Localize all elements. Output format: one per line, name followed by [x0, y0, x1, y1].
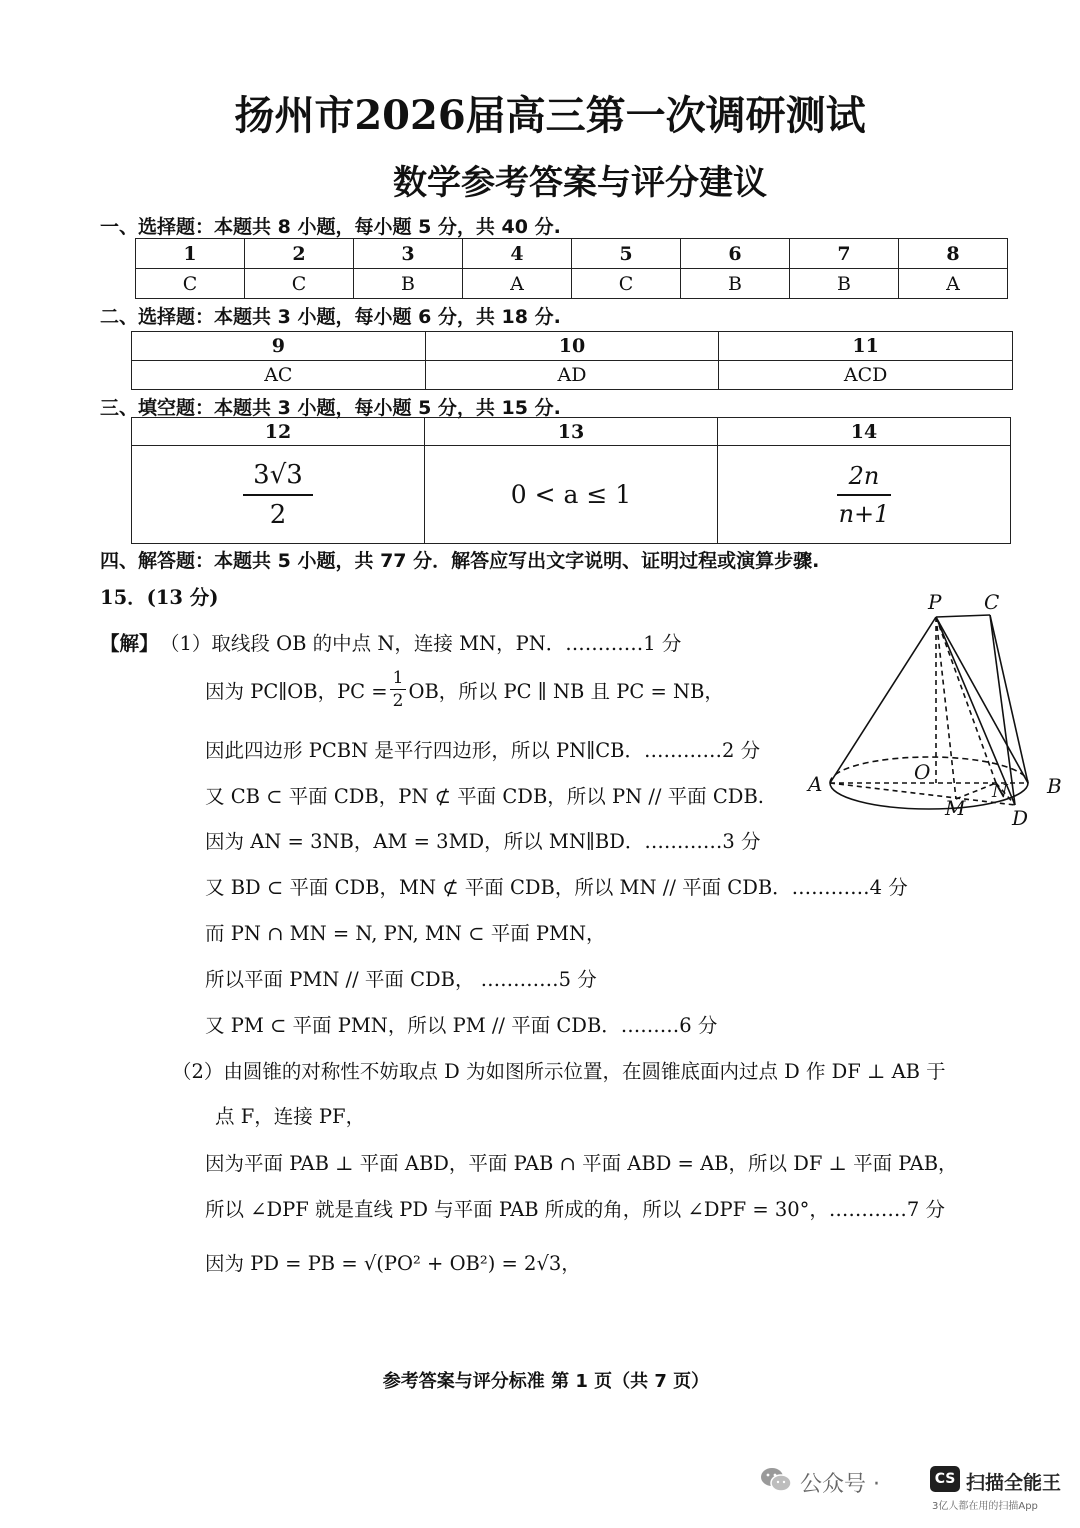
line-prefix: 因为 PC∥OB，PC =: [205, 679, 388, 703]
table-cell: C: [136, 269, 245, 299]
table-cell: 4: [463, 239, 572, 269]
table-cell: B: [354, 269, 463, 299]
solution-line-fraction: [205, 668, 724, 711]
table-cell: AD: [425, 361, 719, 390]
generator-PB: [936, 617, 1028, 783]
table-cell: 11: [719, 332, 1013, 361]
wechat-icon: [760, 1466, 792, 1494]
segment-PC: [936, 615, 990, 617]
answer-14-fraction: [837, 462, 892, 528]
figure-label: D: [1012, 806, 1029, 830]
table-cell: [425, 446, 718, 544]
figure-label: C: [984, 590, 1000, 614]
solution-line: 所以平面 PMN // 平面 CDB， …………5 分: [205, 968, 597, 991]
solution-line: 又 CB ⊂ 平面 CDB，PN ⊄ 平面 CDB，所以 PN // 平面 CDB.: [205, 785, 764, 808]
table-cell: A: [899, 269, 1008, 299]
section2-heading: 二、选择题：本题共 3 小题，每小题 6 分，共 18 分.: [100, 306, 561, 328]
fraction-denominator: n+1: [838, 499, 890, 528]
section3-heading: 三、填空题：本题共 3 小题，每小题 5 分，共 15 分.: [100, 397, 561, 419]
solution-line: 因为 PD = PB = √(PO² + OB²) = 2√3，: [205, 1252, 581, 1275]
page-title: 扬州市2026届高三第一次调研测试: [234, 92, 866, 139]
solution-line: 又 BD ⊂ 平面 CDB，MN ⊄ 平面 CDB，所以 MN // 平面 CDB．…………4 分: [205, 876, 908, 899]
table-cell: B: [681, 269, 790, 299]
fraction-denominator: 2: [392, 691, 404, 711]
table-cell: 12: [132, 418, 425, 446]
table-cell: B: [790, 269, 899, 299]
answer-12-fraction: [243, 460, 313, 530]
section3-table: [131, 417, 1011, 544]
figure-label: A: [808, 772, 823, 796]
fraction-numerator: 2n: [837, 462, 892, 496]
table-cell: 10: [425, 332, 719, 361]
fraction-numerator: 1: [390, 668, 407, 690]
generator-PA: [830, 617, 936, 783]
table-cell: C: [245, 269, 354, 299]
solution-line: 而 PN ∩ MN = N, PN, MN ⊂ 平面 PMN，: [205, 922, 606, 945]
section2-table: [131, 331, 1013, 390]
table-cell: A: [463, 269, 572, 299]
figure-label: M: [945, 796, 966, 820]
table-cell: C: [572, 269, 681, 299]
table-cell: 8: [899, 239, 1008, 269]
solution-line: （1）取线段 OB 的中点 N，连接 MN，PN．…………1 分: [160, 632, 682, 655]
table-cell: 1: [136, 239, 245, 269]
table-cell: [718, 446, 1011, 544]
answer-13: 0 < a ≤ 1: [510, 480, 632, 509]
section4-heading: 四、解答题：本题共 5 小题，共 77 分．解答应写出文字说明、证明过程或演算步骤.: [100, 550, 820, 572]
solution-line: 点 F，连接 PF，: [215, 1105, 366, 1128]
solution-line: （2）由圆锥的对称性不妨取点 D 为如图所示位置，在圆锥底面内过点 D 作 DF ⊥ AB 于: [172, 1060, 946, 1083]
figure-label: P: [928, 590, 942, 614]
fraction-numerator: 3√3: [243, 460, 313, 496]
page-subtitle: 数学参考答案与评分建议: [393, 163, 767, 203]
table-cell: 14: [718, 418, 1011, 446]
wechat-label: 公众号 ·: [800, 1472, 880, 1497]
solution-line: 又 PM ⊂ 平面 PMN，所以 PM // 平面 CDB．………6 分: [205, 1014, 718, 1037]
figure-label: N: [992, 781, 1008, 802]
table-cell: 7: [790, 239, 899, 269]
section1-heading: 一、选择题：本题共 8 小题，每小题 5 分，共 40 分.: [100, 216, 561, 238]
table-cell: 9: [132, 332, 426, 361]
line-suffix: OB，所以 PC ∥ NB 且 PC = NB，: [408, 679, 724, 703]
figure-label: O: [914, 760, 931, 784]
table-cell: 2: [245, 239, 354, 269]
table-cell: 3: [354, 239, 463, 269]
camscanner-tagline: 3亿人都在用的扫描App: [932, 1501, 1038, 1512]
problem-header: 15．(13 分): [100, 586, 219, 609]
table-cell: 6: [681, 239, 790, 269]
section1-table: [135, 238, 1008, 299]
page-footer: 参考答案与评分标准 第 1 页（共 7 页）: [382, 1371, 710, 1392]
table-cell: 13: [425, 418, 718, 446]
solution-line: 所以 ∠DPF 就是直线 PD 与平面 PAB 所成的角，所以 ∠DPF = 30°，…………7 分: [205, 1198, 946, 1221]
solution-line: 因为平面 PAB ⊥ 平面 ABD，平面 PAB ∩ 平面 ABD = AB，所以 DF ⊥ 平面 PAB，: [205, 1152, 958, 1175]
solution-label: 【解】: [100, 632, 159, 655]
solution-line: 因为 AN = 3NB，AM = 3MD，所以 MN∥BD．…………3 分: [205, 830, 761, 853]
fraction-denominator: 2: [269, 499, 287, 530]
table-cell: AC: [132, 361, 426, 390]
camscanner-brand: 扫描全能王: [966, 1472, 1062, 1494]
fraction-one-half: [390, 668, 407, 711]
figure-label: B: [1047, 774, 1062, 798]
table-cell: ACD: [719, 361, 1013, 390]
camscanner-logo-icon: CS: [930, 1466, 960, 1492]
table-cell: 5: [572, 239, 681, 269]
table-cell: [132, 446, 425, 544]
cone-diagram: [800, 585, 1070, 835]
solution-line: 因此四边形 PCBN 是平行四边形，所以 PN∥CB．…………2 分: [205, 739, 761, 762]
